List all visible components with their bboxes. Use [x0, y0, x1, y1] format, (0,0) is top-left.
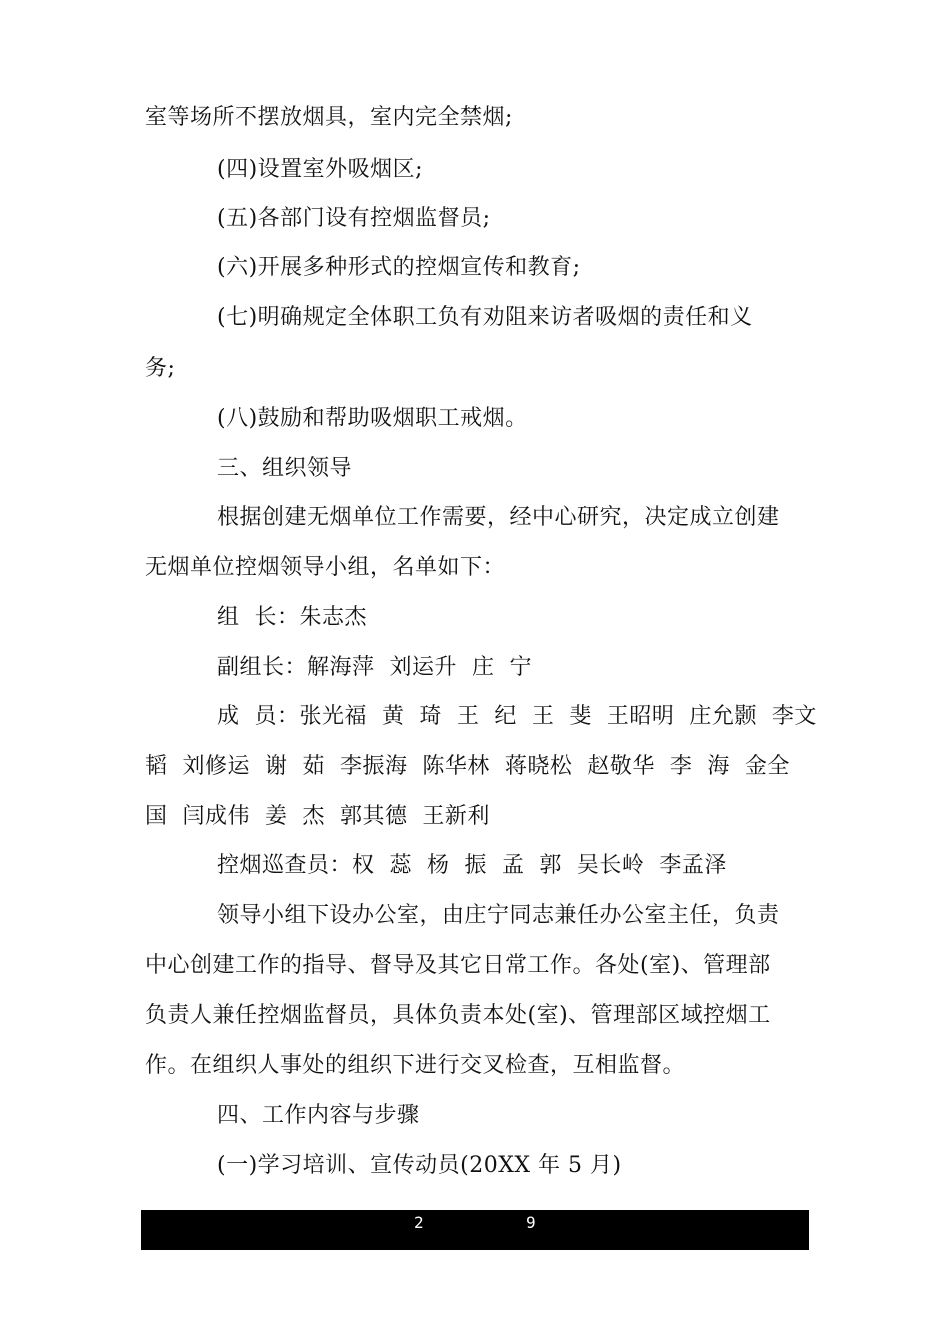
body-line: 副组长：解海萍 刘运升 庄 宁	[217, 655, 532, 680]
list-item: (七)明确规定全体职工负有劝阻来访者吸烟的责任和义	[217, 305, 753, 330]
body-line: 成 员：张光福 黄 琦 王 纪 王 斐 王昭明 庄允颢 李文	[217, 704, 817, 729]
section-heading: 四、工作内容与步骤	[217, 1103, 420, 1128]
body-line: 负责人兼任控烟监督员，具体负责本处(室)、管理部区域控烟工	[145, 1003, 771, 1028]
page-number: 2	[414, 1213, 424, 1232]
body-line: 控烟巡查员：权 蕊 杨 振 孟 郭 吴长岭 李孟泽	[217, 853, 727, 878]
body-line: 中心创建工作的指导、督导及其它日常工作。各处(室)、管理部	[145, 953, 771, 978]
body-line: 根据创建无烟单位工作需要，经中心研究，决定成立创建	[217, 505, 780, 530]
list-item: (八)鼓励和帮助吸烟职工戒烟。	[217, 406, 528, 431]
list-item: (四)设置室外吸烟区;	[217, 157, 424, 182]
body-line: 领导小组下设办公室，由庄宁同志兼任办公室主任，负责	[217, 903, 780, 928]
body-line: 作。在组织人事处的组织下进行交叉检查，互相监督。	[145, 1053, 686, 1078]
section-heading: 三、组织领导	[217, 456, 353, 481]
body-line: 无烟单位控烟领导小组，名单如下：	[145, 555, 506, 580]
list-item: (六)开展多种形式的控烟宣传和教育;	[217, 255, 581, 280]
page-footer	[141, 1210, 809, 1250]
body-line: 组 长：朱志杰	[217, 605, 367, 630]
body-line: 韬 刘修运 谢 茹 李振海 陈华林 蒋晓松 赵敬华 李 海 金全	[145, 754, 790, 779]
list-item: (一)学习培训、宣传动员(20XX 年 5 月)	[217, 1153, 622, 1178]
body-line: 国 闫成伟 姜 杰 郭其德 王新利	[145, 804, 490, 829]
body-line: 室等场所不摆放烟具，室内完全禁烟;	[145, 105, 513, 130]
total-pages: 9	[526, 1213, 536, 1232]
list-item: (五)各部门设有控烟监督员;	[217, 206, 491, 231]
body-line: 务;	[145, 356, 176, 381]
